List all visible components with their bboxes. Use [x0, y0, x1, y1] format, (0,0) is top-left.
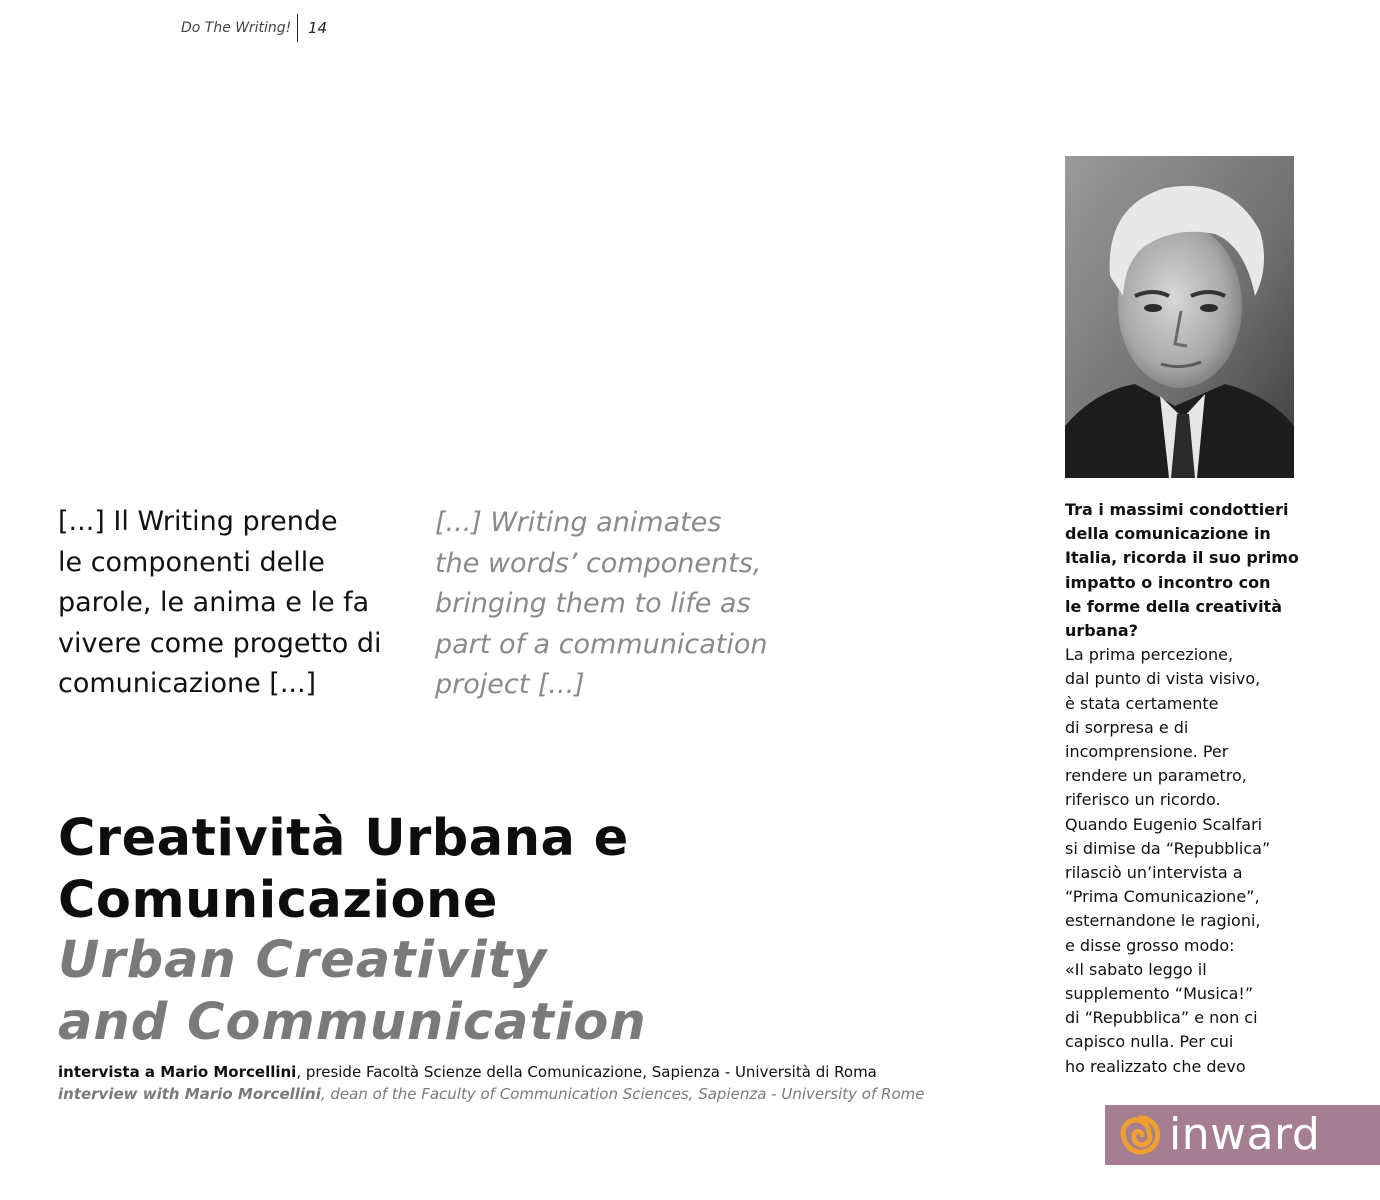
interview-question: Tra i massimi condottieri della comunicazione in Italia, ricorda il suo primo impatto o incontro con le forme della creatività urbana? [1065, 500, 1299, 641]
byline-italian [58, 1063, 877, 1081]
article-title-english: Urban Creativity and Communication [58, 931, 647, 1052]
portrait-photo [1065, 156, 1294, 478]
running-title: Do The Writing! [181, 20, 292, 36]
byline-italian-name: intervista a Mario Morcellini [58, 1063, 297, 1081]
interview-sidebar [1065, 498, 1305, 1079]
byline-english-name: interview with Mario Morcellini [58, 1085, 321, 1103]
logo-wordmark: inward [1169, 1109, 1321, 1160]
swirl-icon [1119, 1114, 1161, 1156]
pull-quote-italian: [...] Il Writing prende le componenti delle parole, le anima e le fa vivere come progetto di comunicazione [...] [58, 506, 382, 699]
article-title-italian: Creatività Urbana e Comunicazione [58, 809, 629, 930]
header-divider [297, 14, 298, 42]
byline-english-role: , dean of the Faculty of Communication Sciences, Sapienza - University of Rome [320, 1085, 925, 1103]
byline-english [58, 1085, 924, 1103]
byline-italian-role: , preside Facoltà Scienze della Comunicazione, Sapienza - Università di Roma [296, 1063, 877, 1081]
inward-logo [1105, 1105, 1380, 1165]
page-number: 14 [308, 19, 328, 37]
pull-quote-english: [...] Writing animates the words’ components, bringing them to life as part of a communication project [...] [435, 507, 768, 700]
interview-answer: La prima percezione, dal punto di vista visivo, è stata certamente di sorpresa e di incomprensione. Per rendere un parametro, riferisco un ricordo. Quando Eugenio Scalfari si dimise da “Repubblica” rilasciò un’intervista a “Prima Comunicazione”, esternandone le ragioni, e disse grosso modo: «Il sabato leggo il supplemento “Musica!” di “Repubblica” e non ci capisco nulla. Per cui ho realizzato che devo [1065, 645, 1271, 1076]
